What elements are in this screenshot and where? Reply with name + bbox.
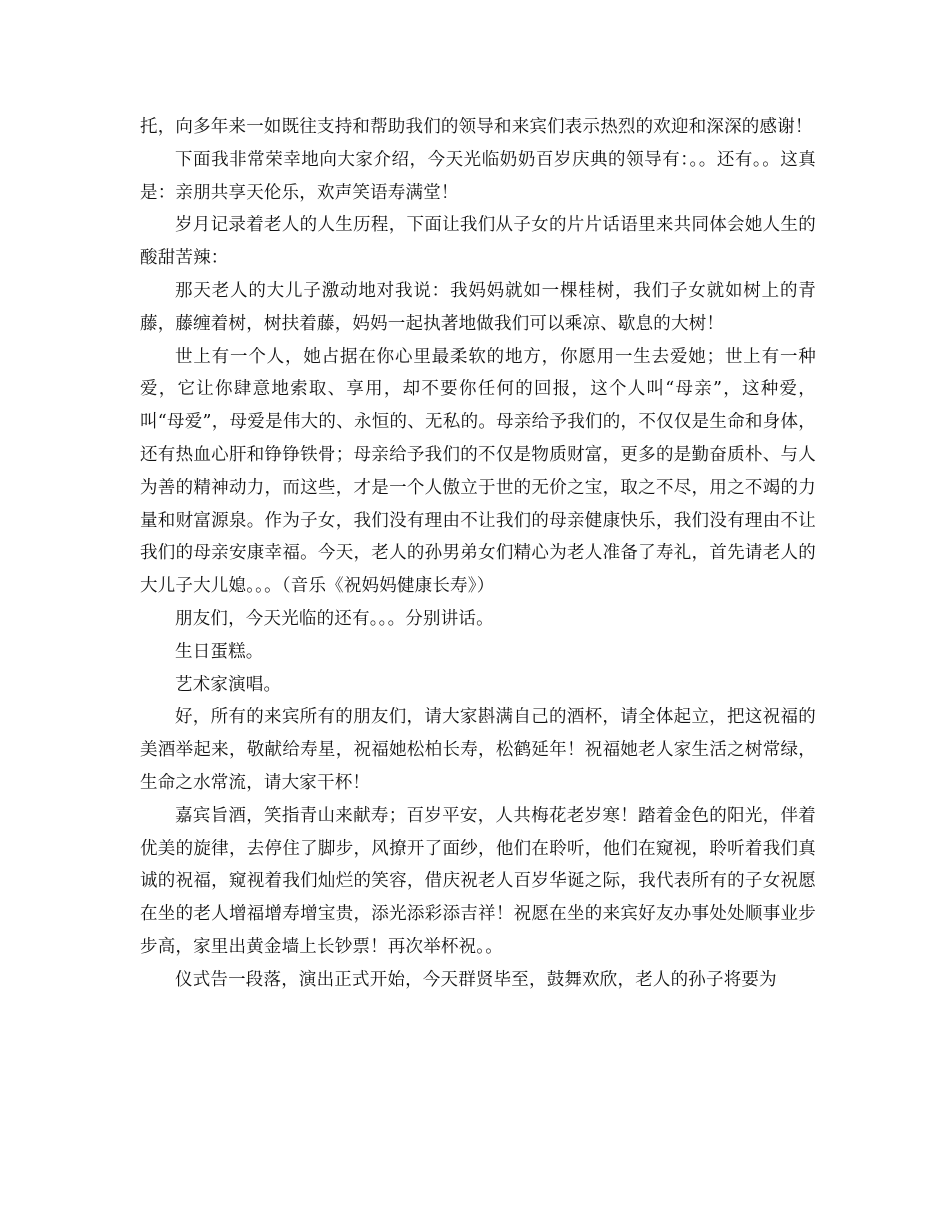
paragraph: 艺术家演唱。 [175,674,282,695]
paragraph: 下面我非常荣幸地向大家介绍，今天光临奶奶百岁庆典的领导有：。。还有。。这真是：亲朋共享天伦乐，欢声笑语寿满堂！ [140,149,816,203]
paragraph: 那天老人的大儿子激动地对我说：我妈妈就如一棵桂树，我们子女就如树上的青藤，藤缠着树，树扶着藤，妈妈一起执著地做我们可以乘凉、歇息的大树！ [140,280,816,334]
paragraph: 朋友们，今天光临的还有。。。分别讲话。 [175,608,494,629]
paragraph: 岁月记录着老人的人生历程，下面让我们从子女的片片话语里来共同体会她人生的酸甜苦辣： [140,215,816,269]
paragraph: 托，向多年来一如既往支持和帮助我们的领导和来宾们表示热烈的欢迎和深深的感谢！ [140,117,813,137]
paragraph: 生日蛋糕。 [175,641,264,662]
document-body [140,111,816,997]
paragraph: 好，所有的来宾所有的朋友们，请大家斟满自己的酒杯，请全体起立，把这祝福的美酒举起来，敬献给寿星，祝福她松柏长寿，松鹤延年！祝福她老人家生活之树常绿，生命之水常流，请大家干杯！ [140,707,816,793]
paragraph: 仪式告一段落，演出正式开始，今天群贤毕至，鼓舞欢欣，老人的孙子将要为 [175,969,777,990]
paragraph: 世上有一个人，她占据在你心里最柔软的地方，你愿用一生去爱她；世上有一种爱，它让你肆意地索取、享用，却不要你任何的回报，这个人叫“母亲”，这种爱，叫“母爱”，母爱是伟大的、永恒的、无私的。母亲给予我们的，不仅仅是生命和身体，还有热血心肝和铮铮铁骨；母亲给予我们的不仅是物质财富，更多的是勤奋质朴、与人为善的精神动力，而这些，才是一个人傲立于世的无价之宝，取之不尽，用之不竭的力量和财富源泉。作为子女，我们没有理由不让我们的母亲健康快乐，我们没有理由不让我们的母亲安康幸福。今天，老人的孙男弟女们精心为老人准备了寿礼，首先请老人的大儿子大儿媳。。。（音乐《祝妈妈健康长寿》） [140,346,816,597]
paragraph: 嘉宾旨酒，笑指青山来献寿；百岁平安，人共梅花老岁寒！踏着金色的阳光，伴着优美的旋律，去停住了脚步，风撩开了面纱，他们在聆听，他们在窥视，聆听着我们真诚的祝福，窥视着我们灿烂的笑容，借庆祝老人百岁华诞之际，我代表所有的子女祝愿在坐的老人增福增寿增宝贵，添光添彩添吉祥！祝愿在坐的来宾好友办事处处顺事业步步高，家里出黄金墙上长钞票！再次举杯祝。。 [140,805,816,957]
